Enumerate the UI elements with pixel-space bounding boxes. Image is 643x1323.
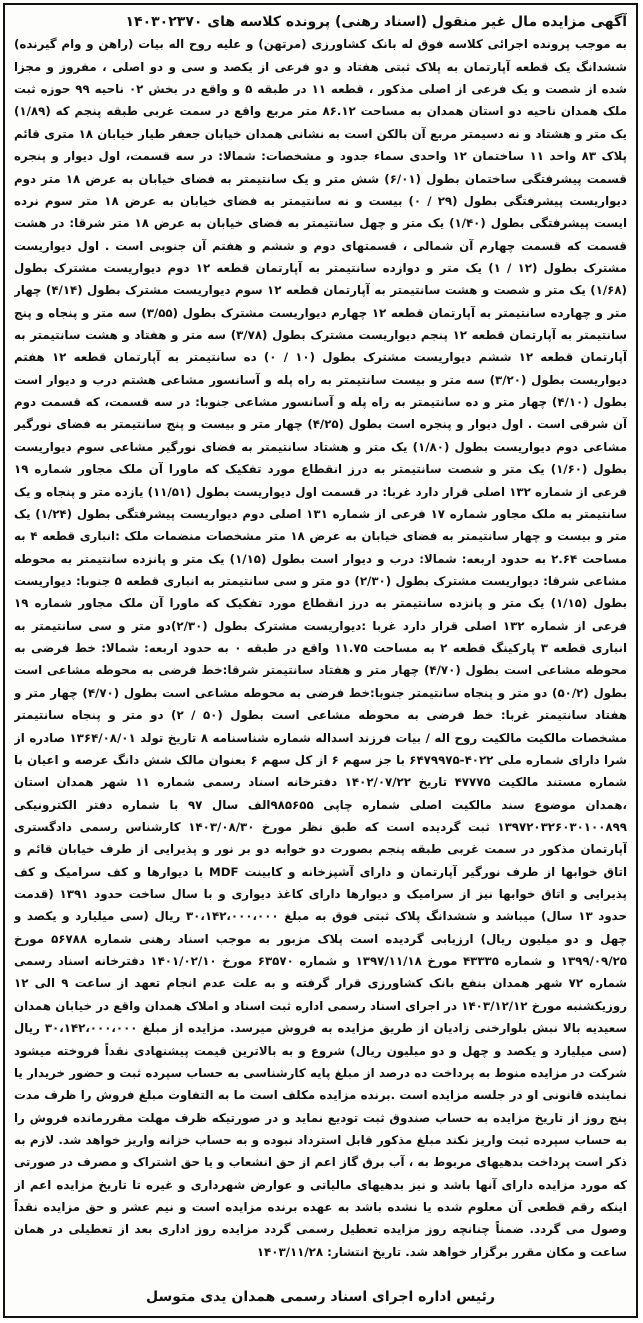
notice-frame bbox=[3, 3, 638, 1318]
notice-content bbox=[14, 11, 627, 1310]
notice-body: به موجب پرونده اجرائی کلاسه فوق له بانک کشاورزی (مرتهن) و علیه روح اله بیات (راهن و وام گیرنده) ششدانگ یک قطعه آپارتمان به پلاک ثبتی هفتاد و دو فرعی از یکصد و سی و دو اصلی ، مفروز و مجزا شده از شصت و یک فرعی از اصلی مذکور ، قطعه ۱۱ در طبقه ۵ و واقع در بخش ۰۲ ناحیه ۹۹ حوزه ثبت ملک همدان ناحیه دو استان همدان به مساحت ۸۶.۱۲ متر مربع واقع در سمت غربی طبقه پنجم که (۱/۸۹) یک متر و هشتاد و نه دسیمتر مربع آن بالکن است به نشانی همدان خیابان جعفر طیار خیابان ۱۸ متری قائم پلاک ۸۳ واحد ۱۱ ساختمان ۱۲ واحدی سماء جدود و مشخصات: شمالا: در سه قسمت، اول دیوار و پنجره قسمت پیشرفتگی ساختمان بطول (۶/۰۱) شش متر و یک سانتیمتر به فضای خیابان به عرض ۱۸ متر دوم دیواریست پیشرفتگی بطول (۲۹ / ۰) بیست و نه سانتیمتر به فضای خیابان به عرض ۱۸ متر سوم نرده ایست پیشرفتگی بطول (۱/۴۰) یک متر و چهل سانتیمتر به فضای خیابان به عرض ۱۸ متر شرقا: در هشت قسمت که قسمت چهارم آن شمالی ، قسمتهای دوم و ششم و هفتم آن جنوبی است . اول دیواریست مشترک بطول (۱۲ / ۱) یک متر و دوازده سانتیمتر به آپارتمان قطعه ۱۲ دوم دیواریست مشترک بطول (۱/۶۸) یک متر و شصت و هشت سانتیمتر به آپارتمان قطعه ۱۲ سوم دیواریست مشترک بطول (۴/۱۴) چهار متر و چهارده سانتیمتر به آپارتمان قطعه ۱۲ چهارم دیواریست مشترک بطول (۳/۵۵) سه متر و پنجاه و پنج سانتیمتر به آپارتمان قطعه ۱۲ پنجم دیواریست مشترک بطول (۳/۷۸) سه متر و هفتاد و هشت سانتیمتر به آپارتمان قطعه ۱۲ ششم دیواریست مشترک بطول (۱۰ / ۰) ده سانتیمتر به آپارتمان قطعه ۱۲ هفتم دیواریست بطول (۳/۲۰) سه متر و بیست سانتیمتر به راه پله و آسانسور مشاعی هشتم درب و دیوار است بطول (۴/۱۰) چهار متر و ده سانتیمتر به راه پله و آسانسور مشاعی جنوبا: در سه قسمت، که قسمت دوم آن شرقی است . اول دیوار و پنجره است بطول (۴/۲۵) چهار متر و بیست و پنج سانتیمتر به فضای نورگیر مشاعی دوم دیواریست بطول (۱/۸۰) یک متر و هشتاد سانتیمتر به فضای نورگیر مشاعی سوم دیواریست بطول (۱/۶۰) یک متر و شصت سانتیمتر به درز انقطاع مورد تفکیک که ماورا آن ملک مجاور شماره ۱۹ فرعی از شماره ۱۳۲ اصلی قرار دارد غربا: در قسمت اول دیواریست بطول (۱۱/۵۱) یازده متر و پنجاه و یک سانتیمتر به ملک مجاور شماره ۱۷ فرعی از شماره ۱۳۱ اصلی دوم دیواریست پیشرفتگی بطول (۱/۲۴) یک متر و بیست و چهار سانتیمتر به فضای خیابان به عرض ۱۸ متر مشخصات منضمات ملک :انباری قطعه ۴ به مساحت ۲.۶۴ به حدود اربعه: شمالا: درب و دیوار است بطول (۱/۱۵) یک متر و پانزده سانتیمتر به محوطه مشاعی شرقا: دیواریست مشترک بطول (۲/۳۰) دو متر و سی سانتیمتر به انباری قطعه ۵ جنوبا: دیواریست بطول (۱/۱۵) یک متر و پانزده سانتیمتر به درز انقطاع مورد تفکیک که ماورا آن ملک مجاور شماره ۱۹ فرعی از شماره ۱۳۲ اصلی قرار دارد غربا :دیواریست مشترک بطول (۲/۳۰)دو متر و سی سانتیمتر به انباری قطعه ۳ پارکینگ قطعه ۲ به مساحت ۱۱.۷۵ واقع در طبقه ۰ به حدود اربعه: شمالا: خط فرضی به محوطه مشاعی است بطول (۴/۷۰) چهار متر و هفتاد سانتیمتر شرقا:خط فرضی به محوطه مشاعی است بطول (۵۰/۲) دو متر و پنجاه سانتیمتر جنوبا:خط فرضی به محوطه مشاعی است بطول (۴/۷۰) چهار متر و هفتاد سانتیمتر غربا: خط فرضی به محوطه مشاعی است بطول (۵۰ / ۲) دو متر و پنجاه سانتیمتر مشخصات مالکیت مالکیت روح اله / بیات فرزند اسداله شماره شناسنامه ۸ تاریخ تولد ۱۳۶۴/۰۸/۰۱ صادره از شرا دارای شماره ملی ۴۰۲۲-۶۴۷۹۹۷۵ با جز سهم ۶ از کل سهم ۶ بعنوان مالک شش دانگ عرصه و اعیان با شماره مستند مالکیت ۴۷۷۷۵ تاریخ ۱۴۰۲/۰۷/۲۲ دفترخانه اسناد رسمی شماره ۱۱ شهر همدان استان ،همدان موضوع سند مالکیت اصلی شماره چاپی ۹۸۵۶۵۵الف سال ۹۷ با شماره دفتر الکترونیکی ۱۳۹۷۲۰۳۲۶۰۳۰۱۰۰۸۹۹ ثبت گردیده است که طبق نظر مورخ ۱۴۰۳/۰۸/۳۰ کارشناس رسمی دادگستری آپارتمان مذکور در سمت غربی طبقه پنجم بصورت دو خوابه دو بر نور و پذیرایی از طرف خیابان قائم و اتاق خوابها از طرف نورگیر آپارتمان و دارای آشپزخانه و کابینت MDF با دیوارها و کف سرامیک و کف پذیرایی و اتاق خوابها نیز از سرامیک و دیوارها دارای کاغذ دیواری و با سال ساخت حدود ۱۳۹۱ (قدمت حدود ۱۳ سال) میباشد و ششدانگ پلاک ثبتی فوق به مبلغ ۳۰،۱۴۲،۰۰۰،۰۰۰ ریال (سی میلیارد و یکصد و چهل و دو میلیون ریال) ارزیابی گردیده است پلاک مزبور به موجب اسناد رهنی شماره ۵۶۷۸۸ مورخ ۱۳۹۹/۰۹/۲۵ و شماره ۴۳۳۳۵ مورخ ۱۳۹۷/۱۱/۱۸ و شماره ۶۳۵۷۰ مورخ ۱۴۰۱/۰۲/۱۰ دفترخانه اسناد رسمی شماره ۷۲ شهر همدان بنفع بانک کشاورزی قرار گرفته و به علت عدم انجام تعهد از ساعت ۹ الی ۱۲ روزیکشنبه مورخ ۱۴۰۳/۱۲/۱۲ در اجرای اسناد رسمی اداره ثبت اسناد و املاک همدان واقع در خیابان همدان سعیدیه بالا نبش بلوارخنی زادیان از طریق مزایده به فروش میرسد. مزایده از مبلغ ۳۰،۱۴۲،۰۰۰،۰۰۰ ریال (سی میلیارد و یکصد و چهل و دو میلیون ریال) شروع و به بالاترین قیمت پیشنهادی نقداً فروخته میشود شرکت در مزایده منوط به پرداخت ده درصد از مبلغ پایه کارشناسی به حساب سپرده ثبت و حضور خریدار یا نماینده قانونی او در جلسه مزایده است .برنده مزایده مکلف است ما به التفاوت مبلغ فروش را ظرف مدت پنج روز از تاریخ مزایده به حساب صندوق ثبت تودیع نماید و در صورتیکه ظرف مهلت مقررمانده فروش را به حساب سپرده ثبت واریز نکند مبلغ مذکور قابل استرداد نبوده و به حساب خزانه واریز خواهد شد. لازم به ذکر است پرداخت بدهیهای مربوط به ، آب برق گاز اعم از حق انشعاب و یا حق اشتراک و مصرف در صورتی که مورد مزایده دارای آنها باشد و نیز بدهیهای مالیاتی و عوارض شهرداری و غیره تا تاریخ مزایده اعم از اینکه رقم قطعی آن معلوم شده یا نشده باشد به عهده برنده مزایده است و نیم عشر و حق مزایده نقداً وصول می گردد. ضمناً چنانچه روز مزایده تعطیل رسمی گردد مزایده روز اداری بعد از تعطیلی در همان ساعت و مکان مقرر برگزار خواهد شد. تاریخ انتشار: ۱۴۰۳/۱۱/۲۸ bbox=[14, 37, 627, 1259]
notice-title: آگهی مزایده مال غیر منقول (اسناد رهنی) پرونده کلاسه های ۱۴۰۳۰۲۳۷۰ bbox=[125, 14, 627, 30]
notice-signature: رئیس اداره اجرای اسناد رسمی همدان یدی متوسل bbox=[146, 1288, 495, 1305]
